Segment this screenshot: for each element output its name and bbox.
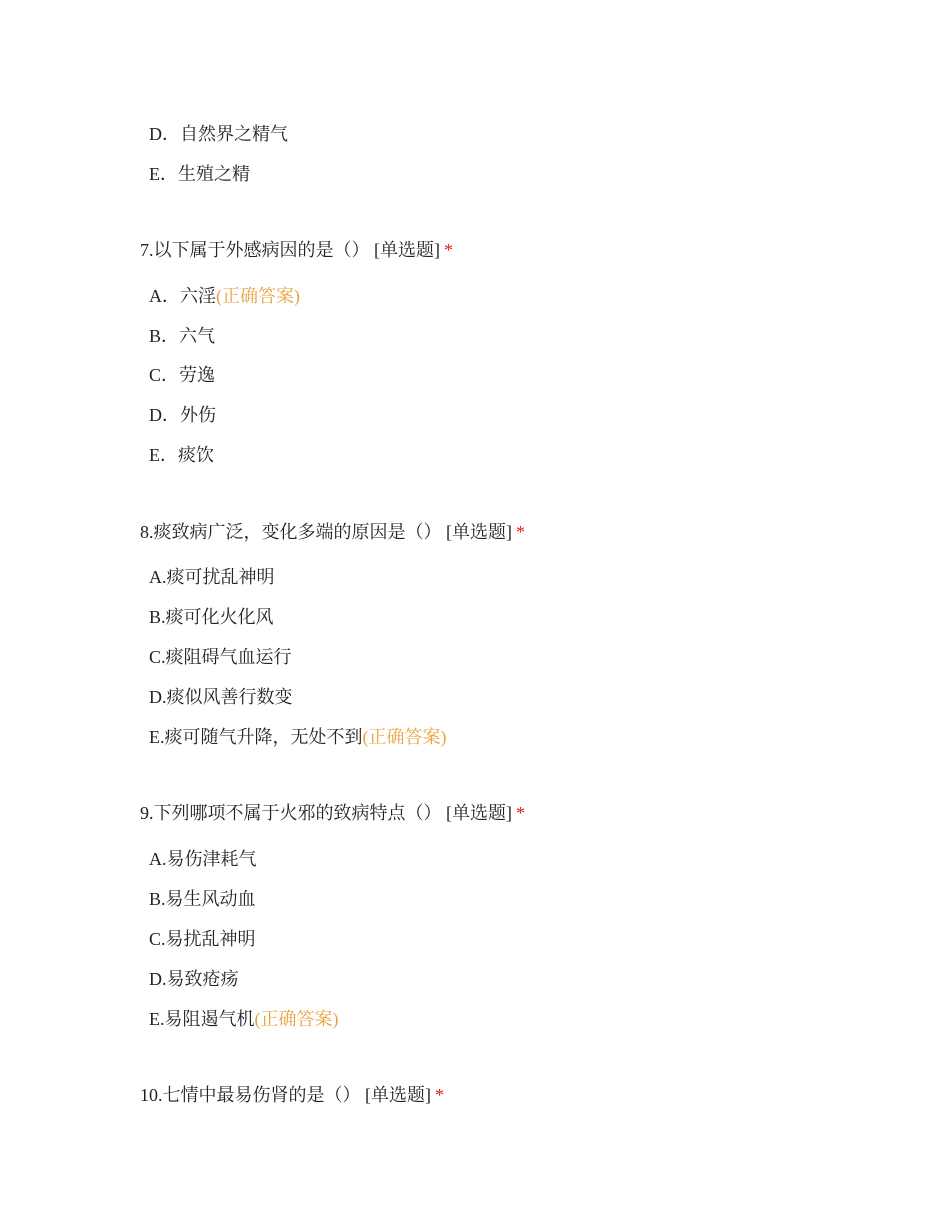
correct-answer-tag: (正确答案)	[362, 727, 447, 747]
option-item[interactable]	[149, 324, 215, 348]
option-item[interactable]	[149, 685, 293, 709]
question-text: 7.以下属于外感病因的是（） [单选题]	[140, 240, 440, 260]
question-title	[140, 801, 525, 825]
option-item[interactable]	[149, 887, 256, 911]
option-item[interactable]	[149, 847, 257, 871]
required-mark: *	[444, 240, 453, 260]
option-text: B.痰可化火化风	[149, 607, 274, 627]
option-text: A.痰可扰乱神明	[149, 567, 275, 587]
option-item[interactable]	[149, 967, 239, 991]
required-mark: *	[516, 803, 525, 823]
option-text: C．劳逸	[149, 365, 216, 385]
option-item[interactable]	[149, 162, 250, 186]
question-text: 10.七情中最易伤肾的是（） [单选题]	[140, 1085, 431, 1105]
option-text: C.痰阻碍气血运行	[149, 647, 292, 667]
option-text: E.痰可随气升降，无处不到	[149, 727, 363, 747]
option-text: D.易致疮疡	[149, 969, 239, 989]
option-item[interactable]	[149, 725, 447, 749]
option-item[interactable]	[149, 443, 214, 467]
question-text: 9.下列哪项不属于火邪的致病特点（） [单选题]	[140, 803, 512, 823]
option-text: E．痰饮	[149, 445, 214, 465]
option-item[interactable]	[149, 927, 256, 951]
option-text: D．自然界之精气	[149, 124, 288, 144]
option-item[interactable]	[149, 1007, 339, 1031]
option-item[interactable]	[149, 363, 215, 387]
correct-answer-tag: (正确答案)	[216, 286, 300, 306]
required-mark: *	[516, 522, 525, 542]
option-text: A．六淫	[149, 286, 216, 306]
question-title	[140, 520, 525, 544]
option-text: E.易阻遏气机	[149, 1009, 255, 1029]
option-text: E．生殖之精	[149, 164, 250, 184]
question-text: 8.痰致病广泛，变化多端的原因是（） [单选题]	[140, 522, 512, 542]
option-text: B．六气	[149, 326, 216, 346]
required-mark: *	[435, 1085, 444, 1105]
option-item[interactable]	[149, 122, 288, 146]
option-item[interactable]	[149, 605, 274, 629]
option-item[interactable]	[149, 284, 300, 308]
option-item[interactable]	[149, 403, 216, 427]
option-text: D．外伤	[149, 405, 216, 425]
option-text: D.痰似风善行数变	[149, 687, 293, 707]
option-item[interactable]	[149, 565, 275, 589]
correct-answer-tag: (正确答案)	[254, 1009, 339, 1029]
question-title	[140, 1083, 444, 1107]
option-text: C.易扰乱神明	[149, 929, 256, 949]
option-text: B.易生风动血	[149, 889, 256, 909]
option-text: A.易伤津耗气	[149, 849, 257, 869]
option-item[interactable]	[149, 645, 292, 669]
question-title	[140, 238, 453, 262]
